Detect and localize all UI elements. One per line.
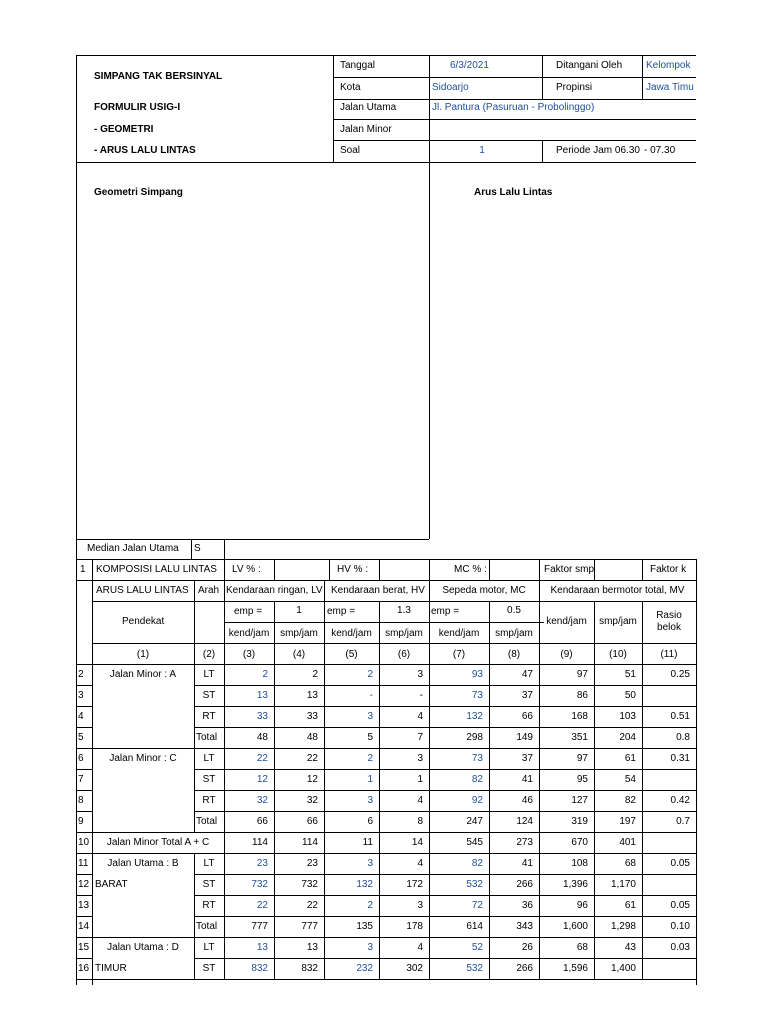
mc-smp-head: smp/jam: [495, 628, 533, 639]
ditangani-label: Ditangani Oleh: [556, 60, 623, 71]
mv-s-cell: 51: [624, 669, 636, 680]
lv-k-cell: 2: [262, 669, 268, 680]
mc-s-cell: 343: [516, 921, 533, 932]
mc-s-cell: 26: [521, 942, 533, 953]
rasio-cell: 0.05: [670, 858, 690, 869]
row-number: 8: [78, 795, 84, 806]
hv-k-cell: 2: [367, 753, 373, 764]
lv-kend-head: kend/jam: [228, 628, 270, 639]
hv-k-cell: 135: [356, 921, 373, 932]
hv-s-cell: 3: [417, 900, 423, 911]
mv-k-cell: 351: [571, 732, 588, 743]
propinsi-value: Jawa Timu: [646, 82, 694, 93]
lv-k-cell: 12: [256, 774, 268, 785]
col-number: (9): [560, 649, 573, 660]
pendekat-cell: Jalan Minor : A: [109, 669, 177, 680]
pendekat-cell: Jalan Minor : C: [109, 753, 177, 764]
hv-k-cell: 6: [367, 816, 373, 827]
col-number: (11): [660, 649, 678, 660]
mc-s-cell: 66: [521, 711, 533, 722]
hv-s-cell: 1: [417, 774, 423, 785]
jalan-utama-label: Jalan Utama: [340, 102, 397, 113]
hv-s-cell: 3: [417, 753, 423, 764]
row-number: 4: [78, 711, 84, 722]
form-title: SIMPANG TAK BERSINYAL: [94, 71, 223, 82]
lv-s-cell: 12: [306, 774, 318, 785]
ditangani-value: Kelompok: [646, 60, 691, 71]
arah-cell: LT: [203, 753, 215, 764]
row-number: 7: [78, 774, 84, 785]
col-number: (5): [345, 649, 358, 660]
arah-cell: Total: [196, 732, 218, 743]
col-number: (1): [136, 649, 150, 660]
mv-s-cell: 50: [624, 690, 636, 701]
mv-s-cell: 204: [619, 732, 636, 743]
hv-k-cell: 11: [362, 837, 373, 848]
row-number: 12: [78, 879, 90, 890]
mv-k-cell: 96: [576, 900, 588, 911]
periode-value: - 07.30: [644, 145, 676, 156]
tanggal-value: 6/3/2021: [450, 60, 489, 71]
rasio-cell: 0.42: [670, 795, 690, 806]
lv-k-cell: 23: [256, 858, 268, 869]
hv-s-cell: -: [419, 690, 423, 701]
mv-s-cell: 1,400: [610, 963, 636, 974]
hv-s-cell: 7: [417, 732, 423, 743]
mv-s-cell: 68: [624, 858, 636, 869]
mc-k-cell: 532: [466, 879, 483, 890]
lv-k-cell: 66: [256, 816, 268, 827]
hv-s-cell: 178: [406, 921, 423, 932]
lv-s-cell: 777: [301, 921, 318, 932]
col-number: (3): [242, 649, 256, 660]
lv-s-cell: 66: [306, 816, 318, 827]
mc-s-cell: 41: [521, 858, 533, 869]
arah-cell: RT: [202, 795, 216, 806]
lv-percent-label: LV % :: [232, 564, 261, 575]
mc-s-cell: 273: [516, 837, 533, 848]
col-number: (7): [452, 649, 466, 660]
form-section-geometri: - GEOMETRI: [94, 124, 154, 135]
mc-s-cell: 36: [521, 900, 533, 911]
hv-s-cell: 8: [417, 816, 423, 827]
row-number: 15: [78, 942, 90, 953]
mc-k-cell: 73: [471, 690, 483, 701]
mv-k-cell: 97: [576, 669, 588, 680]
pendekat-cell: Jalan Utama : D: [107, 942, 179, 953]
arah-cell: ST: [202, 774, 216, 785]
row-number: 16: [78, 963, 90, 974]
row-number: 6: [78, 753, 84, 764]
form-section-arus: - ARUS LALU LINTAS: [94, 145, 196, 156]
arus-lalu-lintas-head: ARUS LALU LINTAS: [96, 585, 189, 596]
col-number: (6): [397, 649, 411, 660]
lv-s-cell: 33: [306, 711, 318, 722]
hv-k-cell: 132: [356, 879, 373, 890]
lv-s-cell: 23: [306, 858, 318, 869]
hv-k-cell: 3: [367, 795, 373, 806]
emp-hv-label: emp =: [327, 606, 356, 617]
lv-smp-head: smp/jam: [280, 628, 318, 639]
rasio-cell: 0.10: [670, 921, 690, 932]
mv-s-cell: 1,170: [610, 879, 636, 890]
lv-s-cell: 32: [306, 795, 318, 806]
arah-cell: LT: [203, 669, 215, 680]
lv-group-head: Kendaraan ringan, LV: [226, 585, 323, 596]
lv-s-cell: 732: [301, 879, 318, 890]
emp-lv-value: 1: [296, 605, 302, 616]
hv-smp-head: smp/jam: [385, 628, 423, 639]
hv-s-cell: 14: [411, 837, 423, 848]
arah-head: Arah: [198, 585, 220, 596]
mv-k-cell: 319: [571, 816, 588, 827]
lv-k-cell: 22: [256, 900, 268, 911]
belok-head: belok: [657, 622, 681, 633]
mv-k-cell: 127: [571, 795, 588, 806]
hv-k-cell: 5: [367, 732, 373, 743]
pendekat-cell: Jalan Minor Total A + C: [106, 837, 210, 848]
faktor-smp-label: Faktor smp: [544, 564, 595, 575]
mc-s-cell: 266: [516, 963, 533, 974]
komposisi-row-no: 1: [80, 564, 86, 575]
faktor-k-label: Faktor k: [650, 564, 687, 575]
mv-s-cell: 1,298: [610, 921, 636, 932]
row-number: 13: [78, 900, 90, 911]
mc-k-cell: 532: [466, 963, 483, 974]
median-value: S: [194, 543, 201, 554]
pendekat-head: Pendekat: [122, 616, 165, 627]
emp-hv-value: 1.3: [397, 605, 411, 616]
hv-k-cell: 2: [367, 669, 373, 680]
emp-lv-label: emp =: [234, 606, 263, 617]
mc-k-cell: 132: [466, 711, 483, 722]
mc-k-cell: 614: [466, 921, 483, 932]
jalan-minor-label: Jalan Minor: [340, 124, 392, 135]
form-code: FORMULIR USIG-I: [94, 102, 181, 113]
jalan-utama-value: Jl. Pantura (Pasuruan - Probolinggo): [432, 102, 595, 113]
arah-cell: LT: [203, 942, 215, 953]
row-number: 14: [78, 921, 90, 932]
hv-percent-label: HV % :: [337, 564, 369, 575]
lv-k-cell: 32: [256, 795, 268, 806]
hv-s-cell: 3: [417, 669, 423, 680]
propinsi-label: Propinsi: [556, 82, 593, 93]
mv-kend-head: kend/jam: [546, 616, 587, 627]
hv-k-cell: 2: [367, 900, 373, 911]
row-number: 3: [78, 690, 84, 701]
mc-s-cell: 37: [521, 690, 533, 701]
mv-k-cell: 168: [571, 711, 588, 722]
lv-s-cell: 48: [306, 732, 318, 743]
mc-group-head: Sepeda motor, MC: [442, 585, 526, 596]
mv-k-cell: 1,596: [562, 963, 588, 974]
mv-smp-head: smp/jam: [599, 616, 637, 627]
lv-k-cell: 13: [256, 690, 268, 701]
hv-k-cell: -: [369, 690, 373, 701]
row-number: 2: [78, 669, 84, 680]
lv-s-cell: 13: [306, 942, 318, 953]
rasio-cell: 0.31: [670, 753, 690, 764]
mc-k-cell: 92: [471, 795, 483, 806]
hv-s-cell: 4: [417, 711, 423, 722]
col-number: (8): [507, 649, 521, 660]
pendekat-cell: Jalan Utama : B: [107, 858, 179, 869]
arah-cell: ST: [202, 879, 216, 890]
geometri-panel-title: Geometri Simpang: [94, 187, 183, 198]
komposisi-label: KOMPOSISI LALU LINTAS: [96, 564, 217, 575]
mc-kend-head: kend/jam: [438, 628, 480, 639]
pendekat-cell: BARAT: [95, 879, 128, 890]
rasio-head: Rasio: [656, 610, 682, 621]
kota-label: Kota: [340, 82, 361, 93]
hv-kend-head: kend/jam: [331, 628, 372, 639]
hv-k-cell: 3: [367, 942, 373, 953]
pendekat-cell: TIMUR: [95, 963, 127, 974]
hv-s-cell: 4: [417, 942, 423, 953]
soal-label: Soal: [340, 145, 361, 156]
row-number: 11: [78, 858, 89, 869]
mv-s-cell: 61: [624, 900, 636, 911]
mc-s-cell: 46: [521, 795, 533, 806]
mc-k-cell: 82: [471, 774, 483, 785]
lv-s-cell: 22: [306, 900, 318, 911]
hv-k-cell: 3: [367, 711, 373, 722]
hv-s-cell: 172: [406, 879, 423, 890]
mc-k-cell: 93: [471, 669, 483, 680]
rasio-cell: 0.7: [676, 816, 690, 827]
arah-cell: Total: [196, 816, 218, 827]
mc-s-cell: 124: [516, 816, 533, 827]
mv-k-cell: 97: [576, 753, 588, 764]
row-number: 9: [78, 816, 84, 827]
rasio-cell: 0.51: [670, 711, 690, 722]
mv-s-cell: 82: [624, 795, 636, 806]
mv-group-head: Kendaraan bermotor total, MV: [550, 585, 685, 596]
lv-s-cell: 2: [312, 669, 318, 680]
mc-k-cell: 72: [471, 900, 483, 911]
kota-value: Sidoarjo: [432, 82, 469, 93]
lv-s-cell: 22: [306, 753, 318, 764]
mc-k-cell: 247: [466, 816, 483, 827]
arus-panel-title: Arus Lalu Lintas: [474, 187, 553, 198]
lv-k-cell: 22: [256, 753, 268, 764]
hv-s-cell: 4: [417, 858, 423, 869]
rasio-cell: 0.05: [670, 900, 690, 911]
arah-cell: RT: [202, 900, 216, 911]
mv-k-cell: 68: [576, 942, 588, 953]
tanggal-label: Tanggal: [340, 60, 376, 71]
col-number: (2): [202, 649, 216, 660]
periode-label: Periode Jam 06.30: [556, 145, 640, 156]
lv-k-cell: 13: [256, 942, 268, 953]
mc-s-cell: 47: [521, 669, 533, 680]
lv-s-cell: 832: [301, 963, 318, 974]
arah-cell: LT: [203, 858, 215, 869]
hv-s-cell: 4: [417, 795, 423, 806]
emp-mc-label: emp =: [431, 606, 460, 617]
hv-s-cell: 302: [406, 963, 423, 974]
mv-k-cell: 108: [571, 858, 588, 869]
mv-s-cell: 61: [624, 753, 636, 764]
mv-k-cell: 1,396: [562, 879, 588, 890]
mv-k-cell: 86: [576, 690, 588, 701]
form-usig-1: [74, 0, 696, 1024]
mv-s-cell: 103: [619, 711, 636, 722]
mc-k-cell: 73: [471, 753, 483, 764]
mv-k-cell: 670: [571, 837, 588, 848]
arah-cell: ST: [202, 690, 216, 701]
row-number: 10: [78, 837, 90, 848]
lv-s-cell: 13: [306, 690, 318, 701]
arah-cell: ST: [202, 963, 216, 974]
mc-s-cell: 41: [521, 774, 533, 785]
mv-s-cell: 54: [624, 774, 636, 785]
soal-value: 1: [479, 145, 485, 156]
hv-k-cell: 232: [356, 963, 373, 974]
hv-group-head: Kendaraan berat, HV: [331, 585, 425, 596]
lv-k-cell: 33: [256, 711, 268, 722]
mc-k-cell: 82: [471, 858, 483, 869]
lv-k-cell: 832: [251, 963, 268, 974]
median-label: Median Jalan Utama: [87, 543, 179, 554]
mv-s-cell: 43: [624, 942, 636, 953]
lv-s-cell: 114: [302, 837, 318, 848]
mc-k-cell: 52: [471, 942, 483, 953]
lv-k-cell: 777: [251, 921, 268, 932]
arah-cell: Total: [196, 921, 218, 932]
mv-s-cell: 401: [619, 837, 636, 848]
mv-s-cell: 197: [619, 816, 636, 827]
mc-s-cell: 149: [516, 732, 533, 743]
mc-k-cell: 545: [466, 837, 483, 848]
mc-s-cell: 37: [521, 753, 533, 764]
col-number: (4): [292, 649, 306, 660]
mv-k-cell: 95: [576, 774, 588, 785]
emp-mc-value: 0.5: [507, 605, 521, 616]
row-number: 5: [78, 732, 84, 743]
rasio-cell: 0.25: [670, 669, 690, 680]
arah-cell: RT: [202, 711, 216, 722]
lv-k-cell: 114: [252, 837, 268, 848]
hv-k-cell: 3: [367, 858, 373, 869]
rasio-cell: 0.03: [670, 942, 690, 953]
lv-k-cell: 48: [256, 732, 268, 743]
mc-percent-label: MC % :: [454, 564, 487, 575]
mv-k-cell: 1,600: [562, 921, 588, 932]
rasio-cell: 0.8: [676, 732, 690, 743]
col-number: (10): [609, 649, 627, 660]
mc-s-cell: 266: [516, 879, 533, 890]
lv-k-cell: 732: [251, 879, 268, 890]
mc-k-cell: 298: [466, 732, 483, 743]
hv-k-cell: 1: [367, 774, 373, 785]
